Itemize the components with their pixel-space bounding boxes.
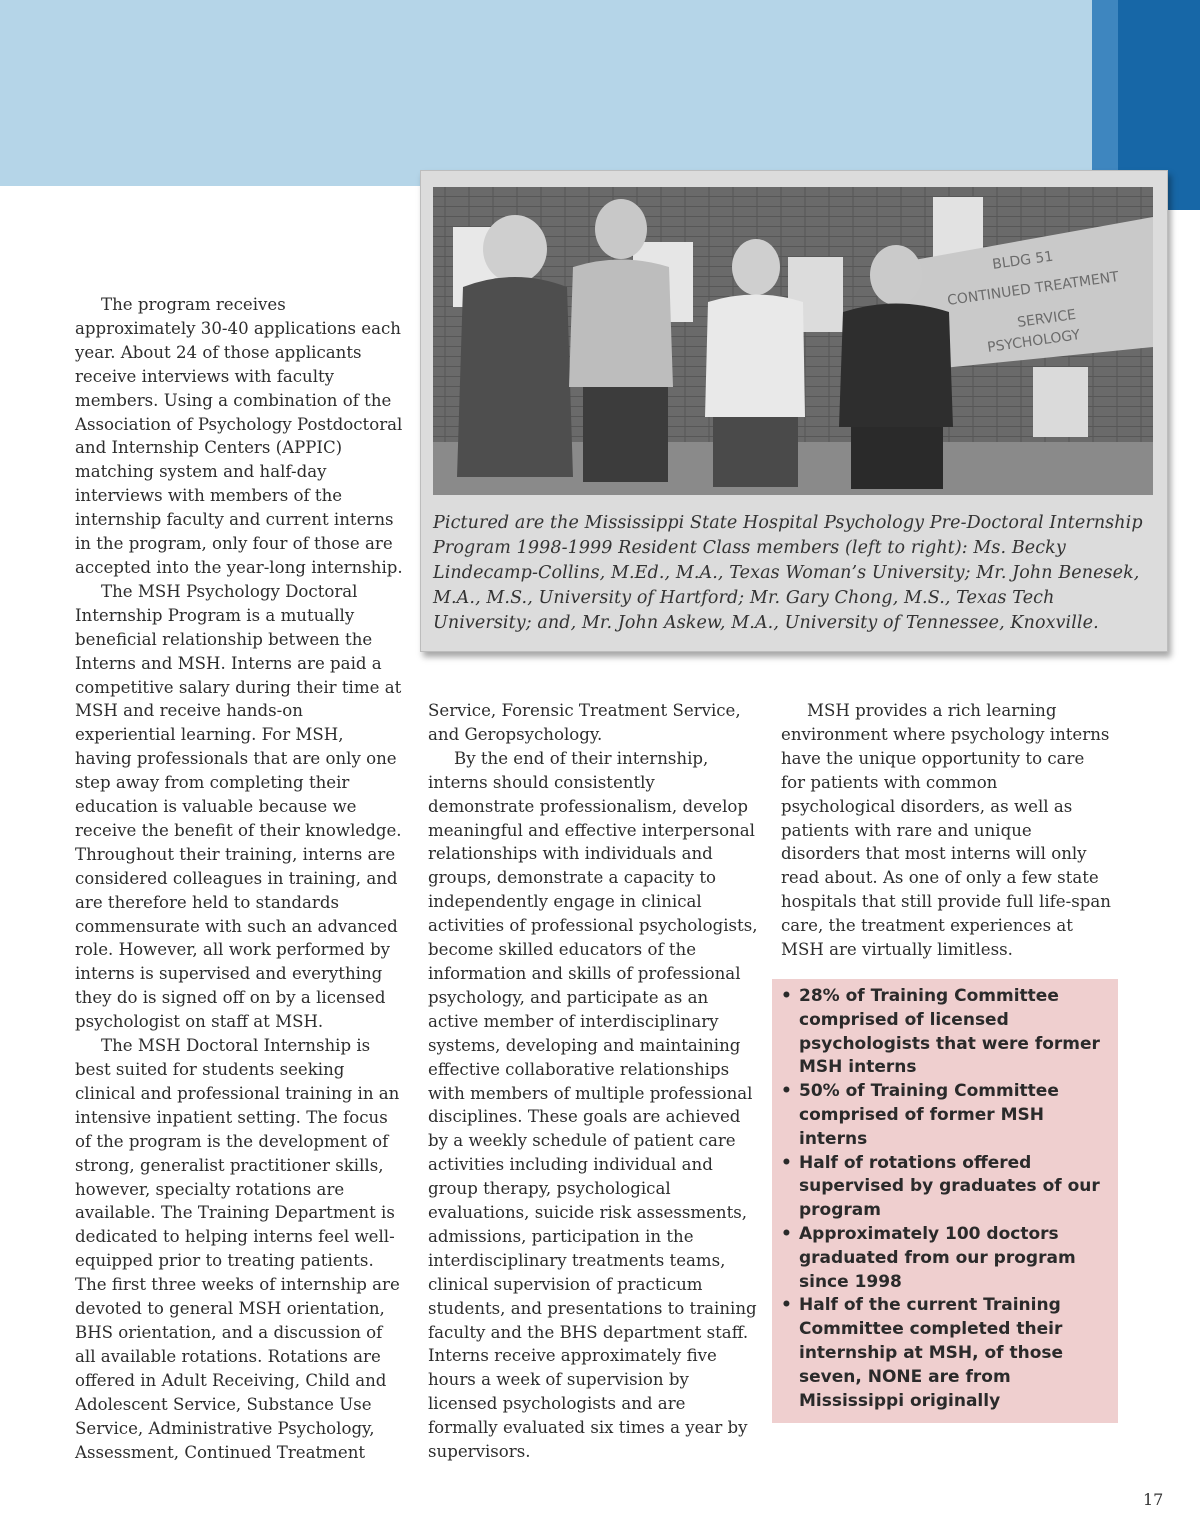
fact-item xyxy=(781,1152,1108,1223)
column2-paragraph-2: By the end of their internship, interns should consistently demonstrate professionalism, develop meaningful and effective interpersonal relationships with individuals and groups, demonstrate a capacity to independently engage in clinical activities of professional psychologists, become skilled educators of the information and skills of professional psychology, and participate as an active member of interdisciplinary systems, developing and maintaining effective collaborative relationships with members of multiple professional disciplines. These goals are achieved by a weekly schedule of patient care activities including individual and group therapy, psychological evaluations, suicide risk assessments, admissions, participation in the interdisciplinary treatments teams, clinical supervision of practicum students, and presentations to training faculty and the BHS department staff. Interns receive approximately five hours a week of supervision by licensed psychologists and are formally evaluated six times a year by supervisors. xyxy=(428,748,758,1462)
text-column-3 xyxy=(781,699,1113,962)
sign-line-1: BLDG 51 xyxy=(991,248,1055,273)
facts-list xyxy=(772,979,1118,1413)
text-column-1 xyxy=(75,293,405,1464)
fact-text: 28% of Training Committee comprised of licensed psychologists that were former MSH interns xyxy=(799,986,1100,1078)
text-column-2 xyxy=(428,699,758,1464)
facts-callout-box xyxy=(772,979,1118,1423)
fact-text: Half of rotations offered supervised by graduates of our program xyxy=(799,1152,1100,1221)
fact-text: Approximately 100 doctors graduated from our program since 1998 xyxy=(799,1223,1076,1292)
fact-text: 50% of Training Committee comprised of former MSH interns xyxy=(799,1081,1059,1149)
bullet-icon: • xyxy=(781,1223,792,1244)
fact-item xyxy=(781,985,1108,1080)
column1-paragraph-2: The MSH Psychology Doctoral Internship Program is a mutually beneficial relationship between the Interns and MSH. Interns are paid a competitive salary during their time at MSH and receive hands-on experiential learning. For MSH, having professionals that are only one step away from completing their education is valuable because we receive the benefit of their knowledge. Throughout their training, interns are considered colleagues in training, and are therefore held to standards commensurate with such an advanced role. However, all work performed by interns is supervised and everything they do is signed off on by a licensed psychologist on staff at MSH. xyxy=(75,581,402,1032)
fact-item xyxy=(781,1080,1108,1151)
column1-paragraph-3: The MSH Doctoral Internship is best suited for students seeking clinical and professional training in an intensive inpatient setting. The focus of the program is the development of strong, generalist practitioner skills, however, specialty rotations are available. The Training Department is dedicated to helping interns feel well-equipped prior to treating patients. The first three weeks of internship are devoted to general MSH orientation, BHS orientation, and a discussion of all available rotations. Rotations are offered in Adult Receiving, Child and Adolescent Service, Substance Use Service, Administrative Psychology, Assessment, Continued Treatment xyxy=(75,1036,400,1462)
column3-paragraph-1: MSH provides a rich learning environment where psychology interns have the unique opportunity to care for patients with common psychological disorders, as well as patients with rare and unique disorders that most interns will only read about. As one of only a few state hospitals that still provide full life-span care, the treatment experiences at MSH are virtually limitless. xyxy=(781,701,1111,960)
sign-line-3: SERVICE xyxy=(1016,306,1078,331)
sign-line-4: PSYCHOLOGY xyxy=(986,327,1082,356)
fact-item xyxy=(781,1294,1108,1413)
sign-line-2: CONTINUED TREATMENT xyxy=(946,269,1120,309)
bullet-icon: • xyxy=(781,986,792,1006)
fact-text: Half of the current Training Committee completed their internship at MSH, of those seven, NONE are from Mississippi originally xyxy=(799,1295,1064,1411)
photo-frame xyxy=(420,170,1168,652)
page-number: 17 xyxy=(1143,1490,1164,1509)
header-color-band xyxy=(0,0,1200,186)
group-photo xyxy=(433,187,1153,495)
bullet-icon: • xyxy=(781,1295,792,1316)
bullet-icon: • xyxy=(781,1152,792,1173)
column2-paragraph-1: Service, Forensic Treatment Service, and Geropsychology. xyxy=(428,701,741,744)
column1-paragraph-1: The program receives approximately 30-40 applications each year. About 24 of those applicants receive interviews with faculty members. Using a combination of the Association of Psychology Postdoctoral and Internship Centers (APPIC) matching system and half-day interviews with members of the internship faculty and current interns in the program, only four of those are accepted into the year-long internship. xyxy=(75,295,403,577)
fact-item xyxy=(781,1223,1108,1294)
bullet-icon: • xyxy=(781,1081,792,1102)
photo-caption: Pictured are the Mississippi State Hospital Psychology Pre-Doctoral Internship Program 1998-1999 Resident Class members (left to right): Ms. Becky Lindecamp-Collins, M.Ed., M.A., Texas Woman’s University; Mr. John Benesek, M.A., M.S., University of Hartford; Mr. Gary Chong, M.S., Texas Tech University; and, Mr. John Askew, M.A., University of Tennessee, Knoxville. xyxy=(433,513,1143,633)
group-photo-illustration xyxy=(433,187,1153,495)
